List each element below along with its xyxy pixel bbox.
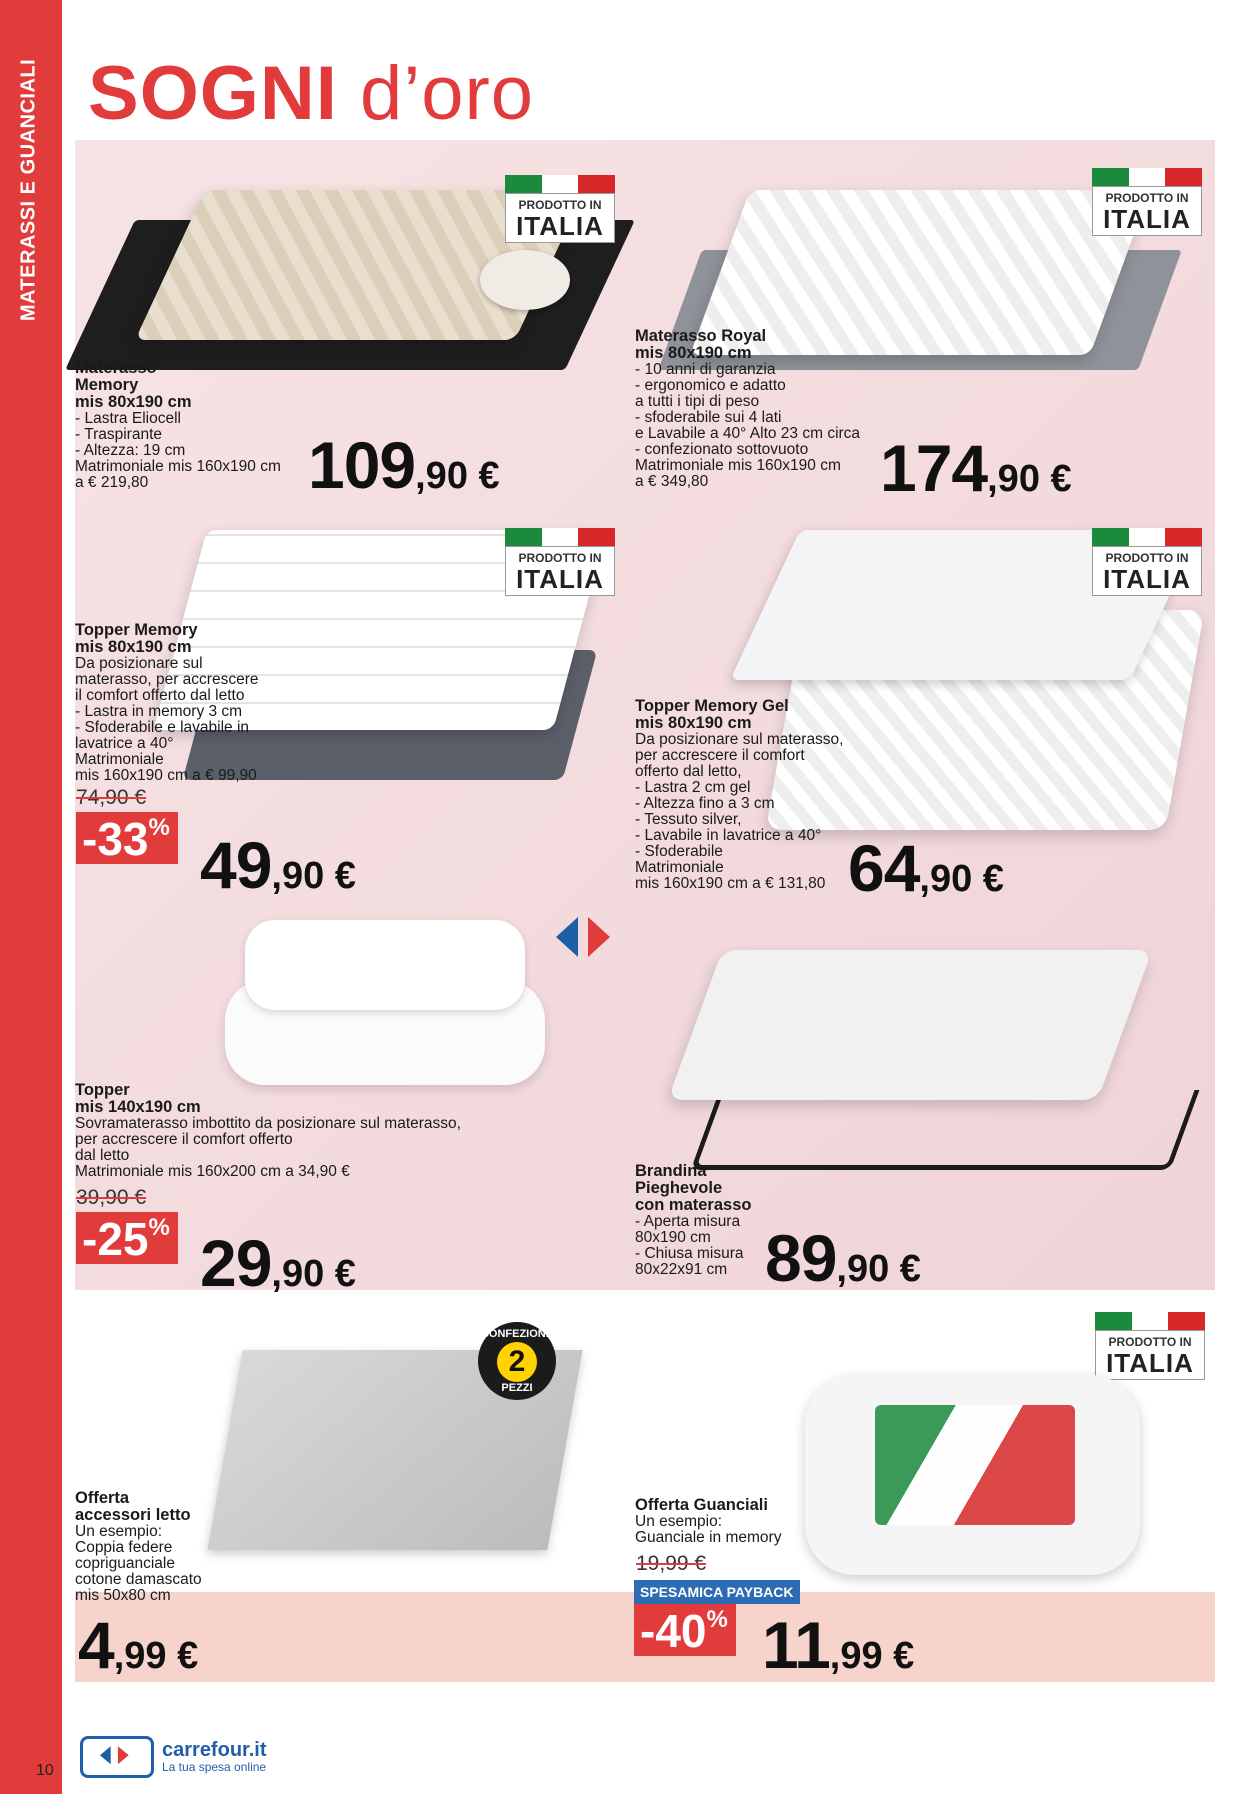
made-in-italy-badge: PRODOTTO IN ITALIA [1092, 528, 1202, 596]
topper-gel-description: Topper Memory Gel mis 80x190 cm Da posizionare sul materasso, per accrescere il comfort offerto dal letto, - Lastra 2 cm gel - Altezza fino a 3 cm - Tessuto silver, - Lavabile in lavatrice a 40° - Sfoderabile Matrimoniale mis 160x190 cm a € 131,80 [635, 697, 844, 892]
guanciali-discount-badge: -40% [634, 1604, 736, 1656]
topper-gel-price: 64,90 € [848, 831, 1004, 905]
royal-description: Materasso Royal mis 80x190 cm - 10 anni di garanzia - ergonomico e adatto a tutti i tipi di peso - sfoderabile sui 4 lati e Lavabile a 40° Alto 23 cm circa - confezionato sottovuoto Matrimoniale mis 160x190 cm a € 349,80 [635, 327, 861, 490]
accessori-price: 4,99 € [78, 1608, 199, 1682]
made-in-italy-badge: PRODOTTO IN ITALIA [1095, 1312, 1205, 1380]
footer-tagline: La tua spesa online [162, 1760, 267, 1774]
topper-folded-image [225, 920, 545, 1090]
title-light: d’oro [360, 51, 535, 136]
memory-pillow-image [805, 1375, 1140, 1575]
guanciali-price: 11,99 € [762, 1608, 915, 1682]
topper-old-price: 39,90 € [76, 1186, 147, 1209]
royal-price: 174,90 € [880, 431, 1072, 505]
sidebar-label: MATERASSI E GUANCIALI [17, 58, 40, 322]
topper-memory-discount-badge: -33% [76, 812, 178, 864]
topper-memory-price: 49,90 € [200, 828, 356, 902]
memory-price: 109,90 € [308, 428, 500, 502]
topper-memory-description: Topper Memory mis 80x190 cm Da posizionare sul materasso, per accrescere il comfort offerto dal letto - Lastra in memory 3 cm - Sfoderabile e lavabile in lavatrice a 40° Matrimoniale mis 160x190 cm a € 99,90 [75, 621, 259, 784]
footer-site[interactable]: carrefour.it [162, 1739, 267, 1761]
shopping-cart-icon [80, 1736, 154, 1778]
guanciali-old-price: 19,99 € [636, 1552, 707, 1575]
carrefour-footer-logo[interactable] [80, 1736, 266, 1778]
two-pack-badge: CONFEZIONE 2 PEZZI [478, 1322, 556, 1400]
topper-discount-badge: -25% [76, 1212, 178, 1264]
page-title [88, 51, 535, 136]
accessori-description: Offerta accessori letto Un esempio: Coppia federe copriguanciale cotone damascato mis 50x80 cm [75, 1489, 202, 1604]
made-in-italy-badge: PRODOTTO IN ITALIA [505, 528, 615, 596]
topper-description: Topper mis 140x190 cm Sovramaterasso imbottito da posizionare sul materasso, per accrescere il comfort offerto dal letto Matrimoniale mis 160x200 cm a 34,90 € [75, 1081, 461, 1180]
page-number: 10 [36, 1762, 54, 1779]
made-in-italy-badge: PRODOTTO IN ITALIA [1092, 168, 1202, 236]
made-in-italy-badge: PRODOTTO IN ITALIA [505, 175, 615, 243]
title-bold: SOGNI [88, 51, 338, 136]
guanciali-description: Offerta Guanciali Un esempio: Guanciale in memory [635, 1496, 782, 1546]
topper-memory-old-price: 74,90 € [76, 786, 147, 809]
topper-price: 29,90 € [200, 1226, 356, 1300]
payback-badge: SPESAMICA PAYBACK [634, 1580, 800, 1604]
memory-description: Materasso Memory mis 80x190 cm - Lastra Eliocell - Traspirante - Altezza: 19 cm Matrimoniale mis 160x190 cm a € 219,80 [75, 359, 281, 491]
brandina-price: 89,90 € [765, 1221, 921, 1295]
brandina-description: Brandina Pieghevole con materasso - Aperta misura 80x190 cm - Chiusa misura 80x22x91 cm [635, 1162, 752, 1278]
folding-bed-image [665, 940, 1205, 1200]
carrefour-logo-icon [548, 912, 618, 962]
